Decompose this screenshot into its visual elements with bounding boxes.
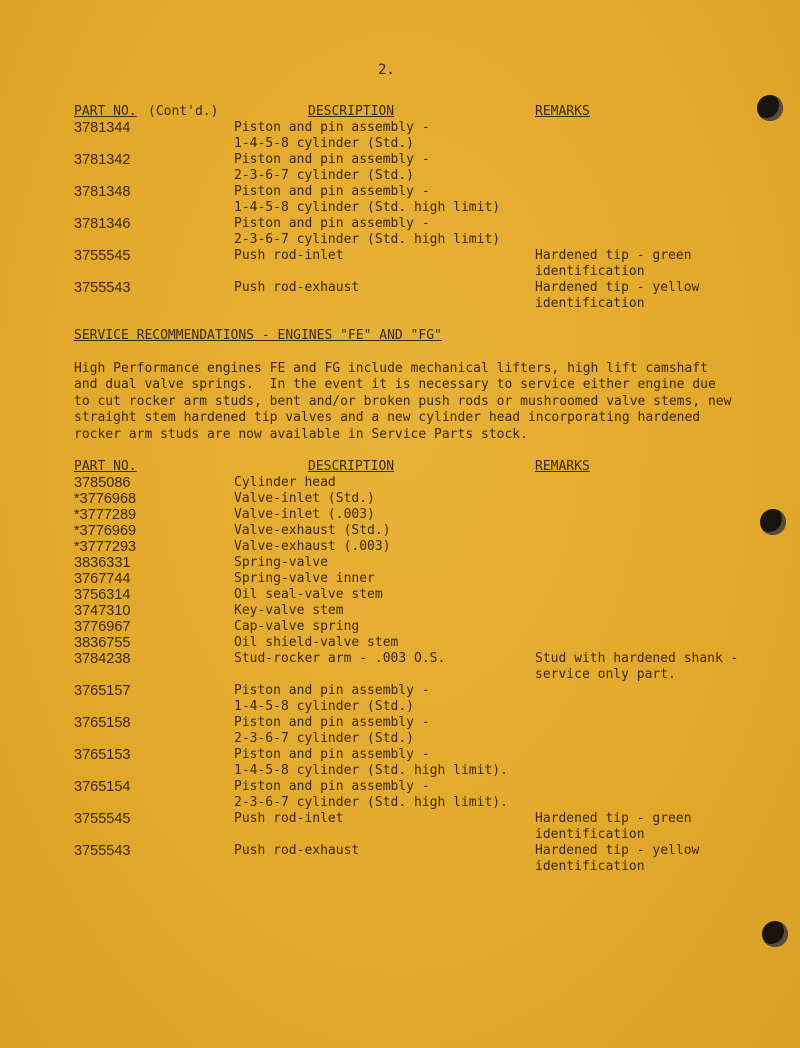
- part-number: 3767744: [74, 571, 131, 587]
- part-description: 1-4-5-8 cylinder (Std.): [234, 136, 415, 151]
- part-number: 3781348: [74, 184, 131, 200]
- part-description: Spring-valve: [234, 555, 328, 570]
- table2-header-description: DESCRIPTION: [308, 459, 395, 474]
- part-remarks: Hardened tip - green: [535, 248, 692, 263]
- table1-header-contd: (Cont'd.): [148, 104, 219, 119]
- part-remarks: service only part.: [535, 667, 676, 682]
- part-remarks: Hardened tip - yellow: [535, 280, 700, 295]
- paragraph-line: straight stem hardened tip valves and a new cylinder head incorporating hardened: [74, 410, 701, 426]
- part-description: 2-3-6-7 cylinder (Std. high limit).: [234, 795, 508, 810]
- part-description: Piston and pin assembly -: [234, 216, 430, 231]
- part-description: 1-4-5-8 cylinder (Std.): [234, 699, 415, 714]
- part-number: 3776967: [74, 619, 131, 635]
- part-number: 3784238: [74, 651, 131, 667]
- part-description: Push rod-inlet: [234, 811, 344, 826]
- part-number: 3755545: [74, 811, 131, 827]
- part-remarks: identification: [535, 859, 645, 874]
- part-description: 2-3-6-7 cylinder (Std.): [234, 168, 415, 183]
- part-description: Cylinder head: [234, 475, 336, 490]
- part-description: Valve-inlet (.003): [234, 507, 375, 522]
- part-number: 3755543: [74, 843, 131, 859]
- part-description: Piston and pin assembly -: [234, 779, 430, 794]
- page-number: 2.: [378, 62, 395, 78]
- table1-header-part-no: PART NO.: [74, 104, 137, 119]
- part-description: Push rod-exhaust: [234, 280, 360, 295]
- body-paragraph: [74, 361, 764, 443]
- part-description: 1-4-5-8 cylinder (Std. high limit): [234, 200, 501, 215]
- part-description: Piston and pin assembly -: [234, 120, 430, 135]
- part-remarks: Stud with hardened shank -: [535, 651, 739, 666]
- section-heading: SERVICE RECOMMENDATIONS - ENGINES "FE" AND "FG": [74, 328, 442, 343]
- punch-hole-top: [757, 95, 783, 121]
- part-remarks: identification: [535, 827, 645, 842]
- part-number: 3836755: [74, 635, 131, 651]
- part-remarks: Hardened tip - green: [535, 811, 692, 826]
- table1-header-description: DESCRIPTION: [308, 104, 395, 119]
- part-description: Valve-inlet (Std.): [234, 491, 375, 506]
- part-remarks: identification: [535, 296, 645, 311]
- table2-header-part-no: PART NO.: [74, 459, 137, 474]
- part-number: 3755545: [74, 248, 131, 264]
- part-remarks: Hardened tip - yellow: [535, 843, 700, 858]
- part-number: 3765153: [74, 747, 131, 763]
- part-description: Piston and pin assembly -: [234, 747, 430, 762]
- part-description: 1-4-5-8 cylinder (Std. high limit).: [234, 763, 508, 778]
- part-number: *3777289: [74, 507, 137, 523]
- paragraph-line: rocker arm studs are now available in Service Parts stock.: [74, 426, 528, 442]
- part-number: 3756314: [74, 587, 131, 603]
- part-number: *3777293: [74, 539, 137, 555]
- punch-hole-bottom: [762, 921, 788, 947]
- part-description: 2-3-6-7 cylinder (Std. high limit): [234, 232, 501, 247]
- part-description: Key-valve stem: [234, 603, 344, 618]
- paragraph-line: High Performance engines FE and FG include mechanical lifters, high lift camshaft: [74, 361, 708, 376]
- paragraph-line: and dual valve springs. In the event it is necessary to service either engine due: [74, 377, 716, 393]
- part-number: 3765158: [74, 715, 131, 731]
- part-number: 3781346: [74, 216, 131, 232]
- part-number: *3776968: [74, 491, 137, 507]
- part-description: Cap-valve spring: [234, 619, 360, 634]
- part-remarks: identification: [535, 264, 645, 279]
- part-description: Spring-valve inner: [234, 571, 375, 586]
- table1-header-remarks: REMARKS: [535, 104, 590, 119]
- part-number: *3776969: [74, 523, 137, 539]
- part-number: 3781342: [74, 152, 131, 168]
- part-number: 3765157: [74, 683, 131, 699]
- part-description: Piston and pin assembly -: [234, 715, 430, 730]
- paragraph-line: to cut rocker arm studs, bent and/or broken push rods or mushroomed valve stems, new: [74, 393, 732, 409]
- part-number: 3836331: [74, 555, 131, 571]
- part-description: Piston and pin assembly -: [234, 152, 430, 167]
- part-description: 2-3-6-7 cylinder (Std.): [234, 731, 415, 746]
- part-description: Oil seal-valve stem: [234, 587, 383, 602]
- part-description: Oil shield-valve stem: [234, 635, 399, 650]
- part-description: Push rod-exhaust: [234, 843, 360, 858]
- part-description: Valve-exhaust (.003): [234, 539, 391, 554]
- part-description: Valve-exhaust (Std.): [234, 523, 391, 538]
- part-description: Piston and pin assembly -: [234, 683, 430, 698]
- part-number: 3781344: [74, 120, 131, 136]
- part-description: Stud-rocker arm - .003 O.S.: [234, 651, 446, 666]
- part-description: Push rod-inlet: [234, 248, 344, 263]
- punch-hole-middle: [760, 509, 786, 535]
- part-number: 3747310: [74, 603, 131, 619]
- part-number: 3785086: [74, 475, 131, 491]
- part-description: Piston and pin assembly -: [234, 184, 430, 199]
- part-number: 3755543: [74, 280, 131, 296]
- table2-header-remarks: REMARKS: [535, 459, 590, 474]
- part-number: 3765154: [74, 779, 131, 795]
